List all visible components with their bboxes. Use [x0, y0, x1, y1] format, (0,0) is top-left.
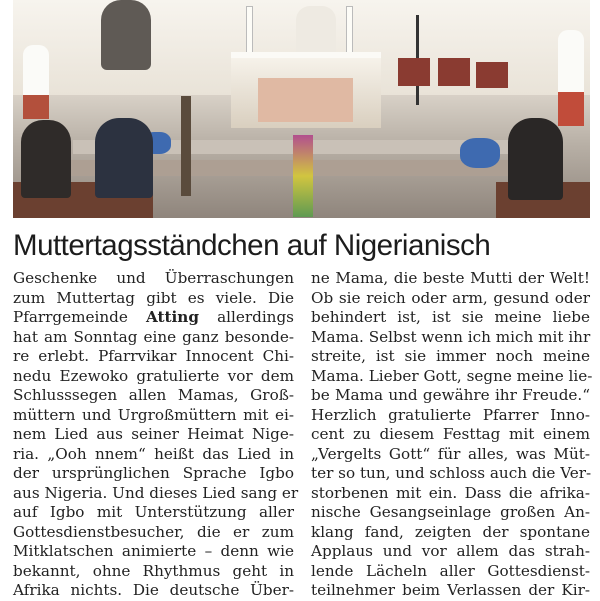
- text-line: behindert ist, ist sie meine liebe: [311, 308, 590, 326]
- text-line: ria. „Ooh nnem“ heißt das Lied in: [13, 444, 294, 463]
- text-line: cent zu diesem Festtag mit einem: [311, 425, 590, 443]
- text-line: Geschenke und Überraschungen: [13, 269, 294, 287]
- text-line: teilnehmer beim Verlassen der Kir-: [311, 581, 590, 599]
- text-line: klang fand, zeigten der spontane: [311, 522, 590, 541]
- photo-candle: [246, 6, 253, 54]
- text-line: aus Nigeria. Und dieses Lied sang er: [13, 483, 299, 502]
- text-line: bekannt, ohne Rhythmus geht in: [13, 561, 294, 580]
- photo-altar-server-robe: [23, 95, 49, 119]
- photo-churchgoer: [508, 118, 563, 200]
- text-line: Schlusssegen allen Mamas, Groß-: [13, 386, 294, 404]
- text-line: nedu Ezewoko gratulierte vor dem: [13, 366, 294, 385]
- text-line: müttern und Urgroßmüttern mit ei-: [13, 405, 294, 424]
- article-column-left: [13, 269, 299, 601]
- text-line: Gottesdienstbesucher, die er zum: [13, 522, 294, 541]
- text-line: Mama. Lieber Gott, segne meine lie-: [311, 366, 593, 385]
- photo-altar-server: [558, 30, 584, 100]
- text-line: streite, ist sie immer noch meine: [311, 347, 590, 365]
- text-line: Pfarrgemeinde Atting allerdings: [13, 308, 294, 326]
- text-line: nem Lied aus seiner Heimat Nige-: [13, 425, 294, 443]
- text-line: Applaus und vor allem das strah-: [311, 542, 590, 560]
- text-line: re erlebt. Pfarrvikar Innocent Chi-: [13, 347, 294, 365]
- text-line: „Vergelts Gott“ für alles, was Müt-: [311, 444, 590, 463]
- photo-churchgoer: [95, 118, 153, 198]
- photo-candle: [346, 6, 353, 54]
- text-line: auf Igbo mit Unterstützung aller: [13, 503, 294, 521]
- text-line: zum Muttertag gibt es viele. Die: [13, 288, 294, 307]
- text-line: be Mama und gewähre ihr Freude.“: [311, 386, 590, 404]
- photo-decoration: [293, 135, 313, 217]
- text-line: lende Lächeln aller Gottesdienst-: [311, 561, 590, 580]
- text-line: Mitklatschen animierte – denn wie: [13, 542, 294, 560]
- photo-flowers: [460, 138, 500, 168]
- photo-altar-server-robe: [558, 92, 584, 126]
- photo-processional-cross: [181, 96, 191, 196]
- text-line: Afrika nichts. Die deutsche Über-: [13, 581, 294, 599]
- article-photo: [13, 0, 590, 218]
- text-line: ter so tun, und schloss auch die Ver-: [311, 464, 592, 482]
- photo-churchgoer: [21, 120, 71, 198]
- photo-chair: [476, 62, 508, 88]
- text-line: der ursprünglichen Sprache Igbo: [13, 464, 294, 482]
- photo-chair: [398, 58, 430, 86]
- article-column-right: [311, 269, 593, 601]
- photo-statue: [101, 0, 151, 70]
- text-line: Ob sie reich oder arm, gesund oder: [311, 288, 590, 307]
- text-line: ne Mama, die beste Mutti der Welt!: [311, 269, 590, 287]
- text-line: Mama. Selbst wenn ich mich mit ihr: [311, 327, 591, 346]
- photo-altar-front: [258, 78, 353, 122]
- photo-chair: [438, 58, 470, 86]
- article-headline: Muttertagsständchen auf Nigerianisch: [13, 229, 491, 262]
- text-line: nische Gesangseinlage großen An-: [311, 503, 590, 521]
- text-line: hat am Sonntag eine ganz besonde-: [13, 327, 294, 346]
- place-name: Atting: [145, 308, 199, 326]
- text-line: Herzlich gratulierte Pfarrer Inno-: [311, 405, 590, 424]
- text-line: storbenen mit ein. Dass die afrika-: [311, 483, 590, 502]
